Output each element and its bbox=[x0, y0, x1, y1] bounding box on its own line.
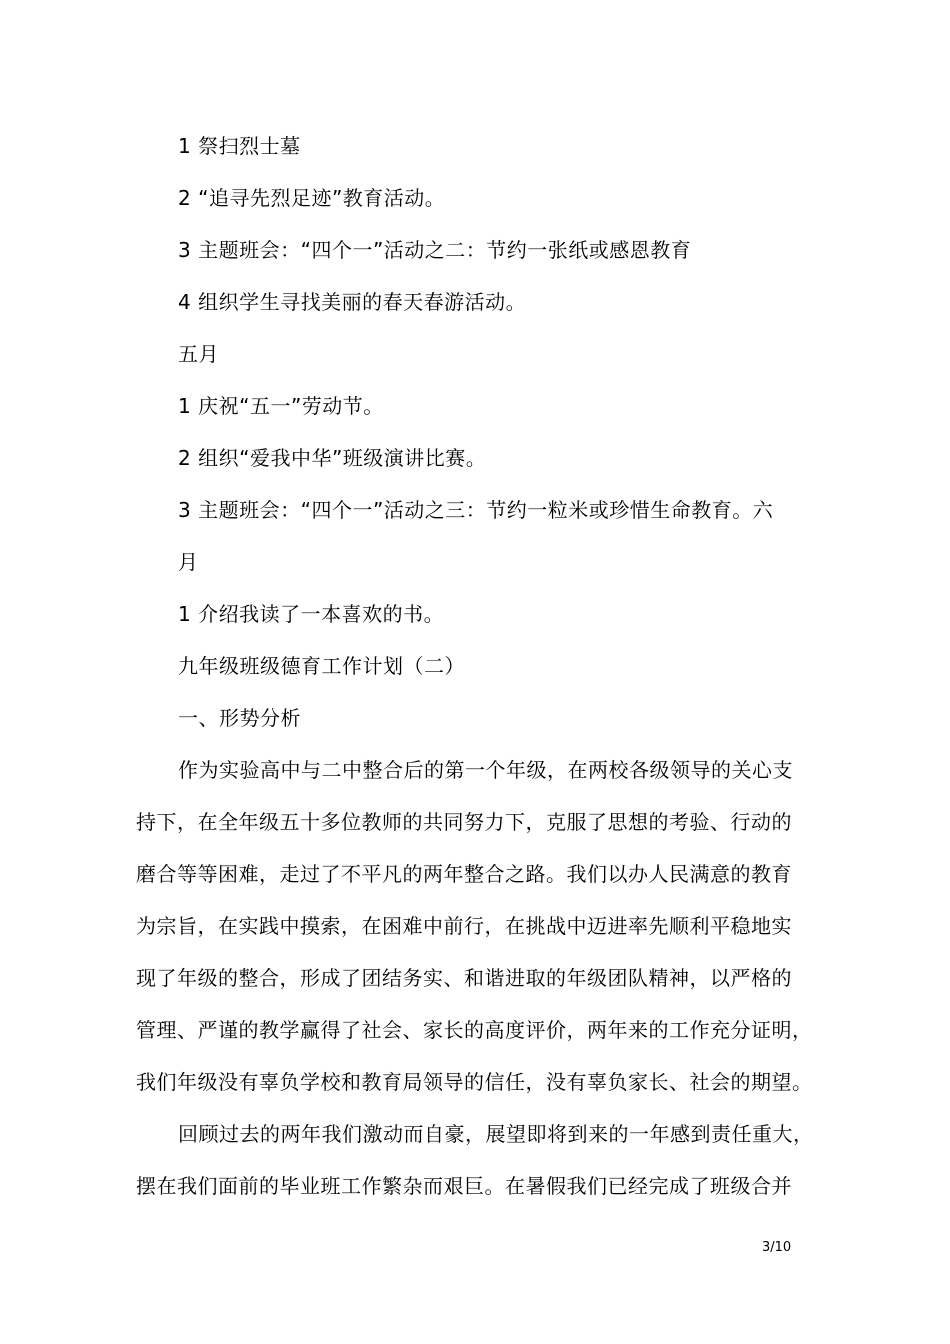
paragraph-line: 现了年级的整合，形成了团结务实、和谐进取的年级团队精神，以严格的 bbox=[136, 966, 792, 990]
paragraph-line: 我们年级没有辜负学校和教育局领导的信任，没有辜负家长、社会的期望。 bbox=[136, 1070, 813, 1094]
section-heading: 一、形势分析 bbox=[178, 706, 301, 730]
paragraph-line: 管理、严谨的教学赢得了社会、家长的高度评价，两年来的工作充分证明， bbox=[136, 1018, 813, 1042]
text-line: 3 主题班会：“四个一”活动之三：节约一粒米或珍惜生命教育。六 bbox=[178, 498, 774, 522]
paragraph-line: 磨合等等困难，走过了不平凡的两年整合之路。我们以办人民满意的教育 bbox=[136, 862, 792, 886]
text-line: 3 主题班会：“四个一”活动之二：节约一张纸或感恩教育 bbox=[178, 238, 692, 262]
paragraph-line: 作为实验高中与二中整合后的第一个年级，在两校各级领导的关心支 bbox=[178, 758, 793, 782]
paragraph-line: 摆在我们面前的毕业班工作繁杂而艰巨。在暑假我们已经完成了班级合并 bbox=[136, 1174, 792, 1198]
text-line: 1 庆祝“五一”劳动节。 bbox=[178, 394, 384, 418]
document-title: 九年级班级德育工作计划（二） bbox=[178, 654, 465, 678]
text-line: 2 “追寻先烈足迹”教育活动。 bbox=[178, 186, 446, 210]
page-number: 3/10 bbox=[762, 1240, 792, 1255]
text-line: 4 组织学生寻找美丽的春天春游活动。 bbox=[178, 290, 527, 314]
text-line: 1 介绍我读了一本喜欢的书。 bbox=[178, 602, 445, 626]
section-heading: 五月 bbox=[178, 342, 219, 366]
text-line: 1 祭扫烈士墓 bbox=[178, 134, 301, 158]
text-line: 2 组织“爱我中华”班级演讲比赛。 bbox=[178, 446, 487, 470]
paragraph-line: 持下，在全年级五十多位教师的共同努力下，克服了思想的考验、行动的 bbox=[136, 810, 792, 834]
paragraph-line: 为宗旨，在实践中摸索，在困难中前行，在挑战中迈进率先顺利平稳地实 bbox=[136, 914, 792, 938]
paragraph-line: 回顾过去的两年我们激动而自豪，展望即将到来的一年感到责任重大， bbox=[178, 1122, 814, 1146]
text-line: 月 bbox=[178, 550, 199, 574]
